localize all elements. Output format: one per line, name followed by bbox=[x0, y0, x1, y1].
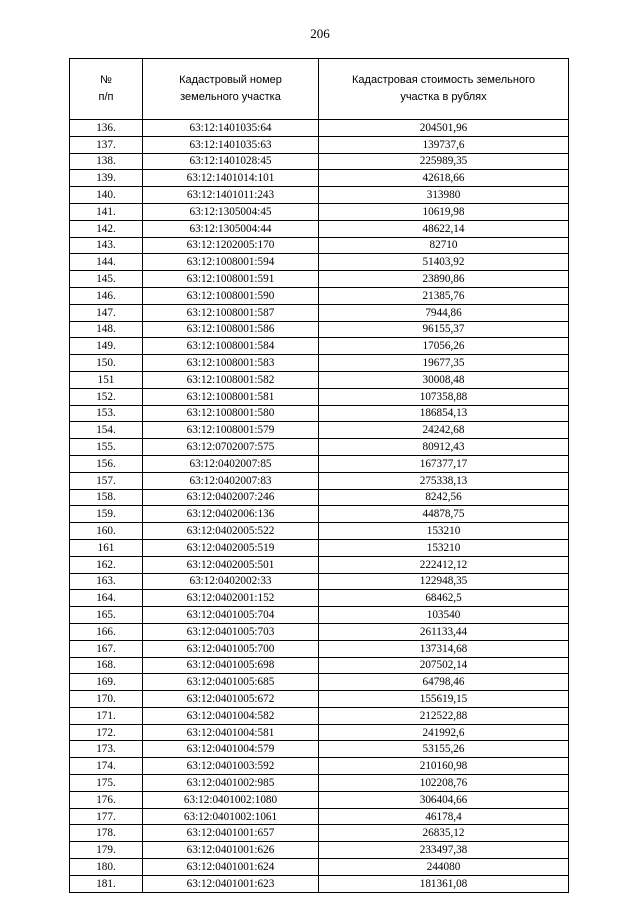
cadastral-value-cell: 7944,86 bbox=[319, 304, 569, 321]
table-row bbox=[70, 556, 569, 573]
table-row bbox=[70, 371, 569, 388]
row-number-cell: 178. bbox=[70, 825, 143, 842]
cadastral-number-cell: 63:12:0401001:657 bbox=[143, 825, 319, 842]
cadastral-number-cell: 63:12:0402005:519 bbox=[143, 539, 319, 556]
row-number-cell: 155. bbox=[70, 439, 143, 456]
cadastral-value-cell: 42618,66 bbox=[319, 170, 569, 187]
cadastral-value-cell: 167377,17 bbox=[319, 455, 569, 472]
row-number-cell: 162. bbox=[70, 556, 143, 573]
cadastral-number-cell: 63:12:1008001:587 bbox=[143, 304, 319, 321]
cadastral-number-cell: 63:12:1008001:594 bbox=[143, 254, 319, 271]
cadastral-value-cell: 107358,88 bbox=[319, 388, 569, 405]
cadastral-value-cell: 212522,88 bbox=[319, 707, 569, 724]
row-number-cell: 153. bbox=[70, 405, 143, 422]
cadastral-number-cell: 63:12:1008001:591 bbox=[143, 271, 319, 288]
cadastral-value-cell: 155619,15 bbox=[319, 691, 569, 708]
table-row bbox=[70, 825, 569, 842]
cadastral-value-cell: 261133,44 bbox=[319, 623, 569, 640]
table-row bbox=[70, 220, 569, 237]
table-row bbox=[70, 455, 569, 472]
cadastral-number-cell: 63:12:1305004:45 bbox=[143, 203, 319, 220]
table-row bbox=[70, 388, 569, 405]
cadastral-number-cell: 63:12:0402001:152 bbox=[143, 590, 319, 607]
row-number-cell: 173. bbox=[70, 741, 143, 758]
cadastral-number-cell: 63:12:1008001:586 bbox=[143, 321, 319, 338]
cadastral-number-cell: 63:12:0402006:136 bbox=[143, 506, 319, 523]
table-row bbox=[70, 875, 569, 892]
cadastral-value-cell: 51403,92 bbox=[319, 254, 569, 271]
table-row bbox=[70, 674, 569, 691]
header-row-number-line-1: № bbox=[100, 74, 112, 86]
cadastral-value-cell: 96155,37 bbox=[319, 321, 569, 338]
cadastral-number-cell: 63:12:0401002:985 bbox=[143, 775, 319, 792]
table-row bbox=[70, 153, 569, 170]
cadastral-number-cell: 63:12:0401004:579 bbox=[143, 741, 319, 758]
table-row bbox=[70, 338, 569, 355]
table-row bbox=[70, 590, 569, 607]
cadastral-number-cell: 63:12:1008001:580 bbox=[143, 405, 319, 422]
table-row bbox=[70, 523, 569, 540]
cadastral-value-cell: 46178,4 bbox=[319, 808, 569, 825]
row-number-cell: 167. bbox=[70, 640, 143, 657]
header-row-number-line-2: п/п bbox=[98, 91, 114, 103]
row-number-cell: 171. bbox=[70, 707, 143, 724]
cadastral-value-cell: 30008,48 bbox=[319, 371, 569, 388]
cadastral-value-cell: 241992,6 bbox=[319, 724, 569, 741]
row-number-cell: 180. bbox=[70, 859, 143, 876]
cadastral-value-cell: 181361,08 bbox=[319, 875, 569, 892]
page-number: 206 bbox=[310, 26, 330, 41]
cadastral-number-cell: 63:12:0402002:33 bbox=[143, 573, 319, 590]
table-row bbox=[70, 691, 569, 708]
table-row bbox=[70, 640, 569, 657]
row-number-cell: 168. bbox=[70, 657, 143, 674]
row-number-cell: 136. bbox=[70, 120, 143, 137]
row-number-cell: 137. bbox=[70, 136, 143, 153]
cadastral-value-cell: 210160,98 bbox=[319, 758, 569, 775]
table-row bbox=[70, 791, 569, 808]
cadastral-value-cell: 313980 bbox=[319, 187, 569, 204]
table-header bbox=[70, 59, 569, 120]
cadastral-number-cell: 63:12:1401014:101 bbox=[143, 170, 319, 187]
cadastral-value-cell: 306404,66 bbox=[319, 791, 569, 808]
row-number-cell: 170. bbox=[70, 691, 143, 708]
row-number-cell: 179. bbox=[70, 842, 143, 859]
table-row bbox=[70, 623, 569, 640]
cadastral-number-cell: 63:12:1401035:63 bbox=[143, 136, 319, 153]
row-number-cell: 154. bbox=[70, 422, 143, 439]
cadastral-number-cell: 63:12:1401011:243 bbox=[143, 187, 319, 204]
cadastral-value-cell: 21385,76 bbox=[319, 287, 569, 304]
row-number-cell: 159. bbox=[70, 506, 143, 523]
row-number-cell: 166. bbox=[70, 623, 143, 640]
table-row bbox=[70, 539, 569, 556]
table-row bbox=[70, 859, 569, 876]
cadastral-number-cell: 63:12:1008001:584 bbox=[143, 338, 319, 355]
cadastral-value-cell: 48622,14 bbox=[319, 220, 569, 237]
cadastral-value-cell: 186854,13 bbox=[319, 405, 569, 422]
cadastral-value-cell: 139737,6 bbox=[319, 136, 569, 153]
row-number-cell: 174. bbox=[70, 758, 143, 775]
row-number-cell: 160. bbox=[70, 523, 143, 540]
row-number-cell: 181. bbox=[70, 875, 143, 892]
cadastral-value-cell: 44878,75 bbox=[319, 506, 569, 523]
row-number-cell: 172. bbox=[70, 724, 143, 741]
row-number-cell: 148. bbox=[70, 321, 143, 338]
cadastral-number-cell: 63:12:0402005:501 bbox=[143, 556, 319, 573]
row-number-cell: 150. bbox=[70, 355, 143, 372]
cadastral-value-cell: 82710 bbox=[319, 237, 569, 254]
header-row-number bbox=[70, 59, 143, 120]
table-row bbox=[70, 120, 569, 137]
cadastral-value-cell: 53155,26 bbox=[319, 741, 569, 758]
row-number-cell: 164. bbox=[70, 590, 143, 607]
table-row bbox=[70, 657, 569, 674]
cadastral-number-cell: 63:12:1008001:581 bbox=[143, 388, 319, 405]
table-row bbox=[70, 422, 569, 439]
cadastral-value-cell: 244080 bbox=[319, 859, 569, 876]
cadastral-number-cell: 63:12:0401005:698 bbox=[143, 657, 319, 674]
cadastral-number-cell: 63:12:0401004:582 bbox=[143, 707, 319, 724]
cadastral-value-cell: 8242,56 bbox=[319, 489, 569, 506]
table-row bbox=[70, 170, 569, 187]
row-number-cell: 146. bbox=[70, 287, 143, 304]
cadastral-value-cell: 233497,38 bbox=[319, 842, 569, 859]
cadastral-number-cell: 63:12:1008001:579 bbox=[143, 422, 319, 439]
table-row bbox=[70, 237, 569, 254]
cadastral-value-cell: 26835,12 bbox=[319, 825, 569, 842]
cadastral-number-cell: 63:12:0401005:685 bbox=[143, 674, 319, 691]
header-cadastral-number-line-1: Кадастровый номер bbox=[179, 74, 282, 86]
cadastral-number-cell: 63:12:0401004:581 bbox=[143, 724, 319, 741]
table-row bbox=[70, 187, 569, 204]
cadastral-value-cell: 153210 bbox=[319, 523, 569, 540]
cadastral-number-cell: 63:12:1305004:44 bbox=[143, 220, 319, 237]
cadastral-value-cell: 64798,46 bbox=[319, 674, 569, 691]
cadastral-number-cell: 63:12:0401001:626 bbox=[143, 842, 319, 859]
cadastral-number-cell: 63:12:0401002:1061 bbox=[143, 808, 319, 825]
header-cadastral-value-line-1: Кадастровая стоимость земельного bbox=[352, 74, 535, 86]
table-row bbox=[70, 287, 569, 304]
row-number-cell: 176. bbox=[70, 791, 143, 808]
cadastral-value-cell: 222412,12 bbox=[319, 556, 569, 573]
table-row bbox=[70, 741, 569, 758]
table-row bbox=[70, 439, 569, 456]
row-number-cell: 177. bbox=[70, 808, 143, 825]
table-row bbox=[70, 506, 569, 523]
table-row bbox=[70, 842, 569, 859]
cadastral-number-cell: 63:12:1401028:45 bbox=[143, 153, 319, 170]
table-row bbox=[70, 489, 569, 506]
row-number-cell: 144. bbox=[70, 254, 143, 271]
cadastral-number-cell: 63:12:1401035:64 bbox=[143, 120, 319, 137]
table-row bbox=[70, 136, 569, 153]
row-number-cell: 161 bbox=[70, 539, 143, 556]
cadastral-number-cell: 63:12:0401005:704 bbox=[143, 607, 319, 624]
row-number-cell: 169. bbox=[70, 674, 143, 691]
cadastral-value-cell: 24242,68 bbox=[319, 422, 569, 439]
cadastral-value-cell: 17056,26 bbox=[319, 338, 569, 355]
table-body bbox=[70, 120, 569, 893]
row-number-cell: 149. bbox=[70, 338, 143, 355]
header-row bbox=[70, 59, 569, 120]
cadastral-value-cell: 10619,98 bbox=[319, 203, 569, 220]
table-row bbox=[70, 775, 569, 792]
table-row bbox=[70, 607, 569, 624]
row-number-cell: 143. bbox=[70, 237, 143, 254]
cadastral-number-cell: 63:12:0401002:1080 bbox=[143, 791, 319, 808]
row-number-cell: 140. bbox=[70, 187, 143, 204]
table-row bbox=[70, 707, 569, 724]
header-cadastral-value-line-2: участка в рублях bbox=[400, 91, 487, 103]
table-row bbox=[70, 405, 569, 422]
cadastral-value-cell: 153210 bbox=[319, 539, 569, 556]
cadastral-number-cell: 63:12:0402007:85 bbox=[143, 455, 319, 472]
header-cadastral-number-line-2: земельного участка bbox=[180, 91, 281, 103]
cadastral-value-cell: 68462,5 bbox=[319, 590, 569, 607]
cadastral-number-cell: 63:12:0702007:575 bbox=[143, 439, 319, 456]
cadastral-number-cell: 63:12:0401001:624 bbox=[143, 859, 319, 876]
row-number-cell: 165. bbox=[70, 607, 143, 624]
cadastral-value-table bbox=[69, 58, 569, 893]
cadastral-number-cell: 63:12:0402005:522 bbox=[143, 523, 319, 540]
table-row bbox=[70, 355, 569, 372]
cadastral-value-cell: 225989,35 bbox=[319, 153, 569, 170]
row-number-cell: 157. bbox=[70, 472, 143, 489]
cadastral-number-cell: 63:12:1202005:170 bbox=[143, 237, 319, 254]
table-row bbox=[70, 472, 569, 489]
cadastral-value-cell: 204501,96 bbox=[319, 120, 569, 137]
row-number-cell: 163. bbox=[70, 573, 143, 590]
row-number-cell: 175. bbox=[70, 775, 143, 792]
cadastral-value-cell: 103540 bbox=[319, 607, 569, 624]
table-row bbox=[70, 321, 569, 338]
table-row bbox=[70, 254, 569, 271]
table-row bbox=[70, 203, 569, 220]
cadastral-value-cell: 207502,14 bbox=[319, 657, 569, 674]
row-number-cell: 145. bbox=[70, 271, 143, 288]
cadastral-number-cell: 63:12:0401005:703 bbox=[143, 623, 319, 640]
header-cadastral-value bbox=[319, 59, 569, 120]
table-row bbox=[70, 271, 569, 288]
table-row bbox=[70, 573, 569, 590]
header-cadastral-number bbox=[143, 59, 319, 120]
table-row bbox=[70, 304, 569, 321]
row-number-cell: 152. bbox=[70, 388, 143, 405]
row-number-cell: 158. bbox=[70, 489, 143, 506]
cadastral-value-cell: 122948,35 bbox=[319, 573, 569, 590]
row-number-cell: 156. bbox=[70, 455, 143, 472]
row-number-cell: 141. bbox=[70, 203, 143, 220]
table-row bbox=[70, 758, 569, 775]
cadastral-value-cell: 23890,86 bbox=[319, 271, 569, 288]
row-number-cell: 139. bbox=[70, 170, 143, 187]
cadastral-value-cell: 102208,76 bbox=[319, 775, 569, 792]
table-row bbox=[70, 724, 569, 741]
cadastral-number-cell: 63:12:0401005:672 bbox=[143, 691, 319, 708]
cadastral-number-cell: 63:12:1008001:582 bbox=[143, 371, 319, 388]
cadastral-number-cell: 63:12:0401005:700 bbox=[143, 640, 319, 657]
table-row bbox=[70, 808, 569, 825]
cadastral-number-cell: 63:12:1008001:583 bbox=[143, 355, 319, 372]
cadastral-number-cell: 63:12:0402007:246 bbox=[143, 489, 319, 506]
row-number-cell: 151 bbox=[70, 371, 143, 388]
row-number-cell: 138. bbox=[70, 153, 143, 170]
cadastral-number-cell: 63:12:1008001:590 bbox=[143, 287, 319, 304]
cadastral-value-cell: 275338,13 bbox=[319, 472, 569, 489]
row-number-cell: 147. bbox=[70, 304, 143, 321]
cadastral-value-cell: 137314,68 bbox=[319, 640, 569, 657]
cadastral-number-cell: 63:12:0401003:592 bbox=[143, 758, 319, 775]
row-number-cell: 142. bbox=[70, 220, 143, 237]
cadastral-number-cell: 63:12:0402007:83 bbox=[143, 472, 319, 489]
cadastral-value-cell: 80912,43 bbox=[319, 439, 569, 456]
cadastral-number-cell: 63:12:0401001:623 bbox=[143, 875, 319, 892]
cadastral-value-cell: 19677,35 bbox=[319, 355, 569, 372]
